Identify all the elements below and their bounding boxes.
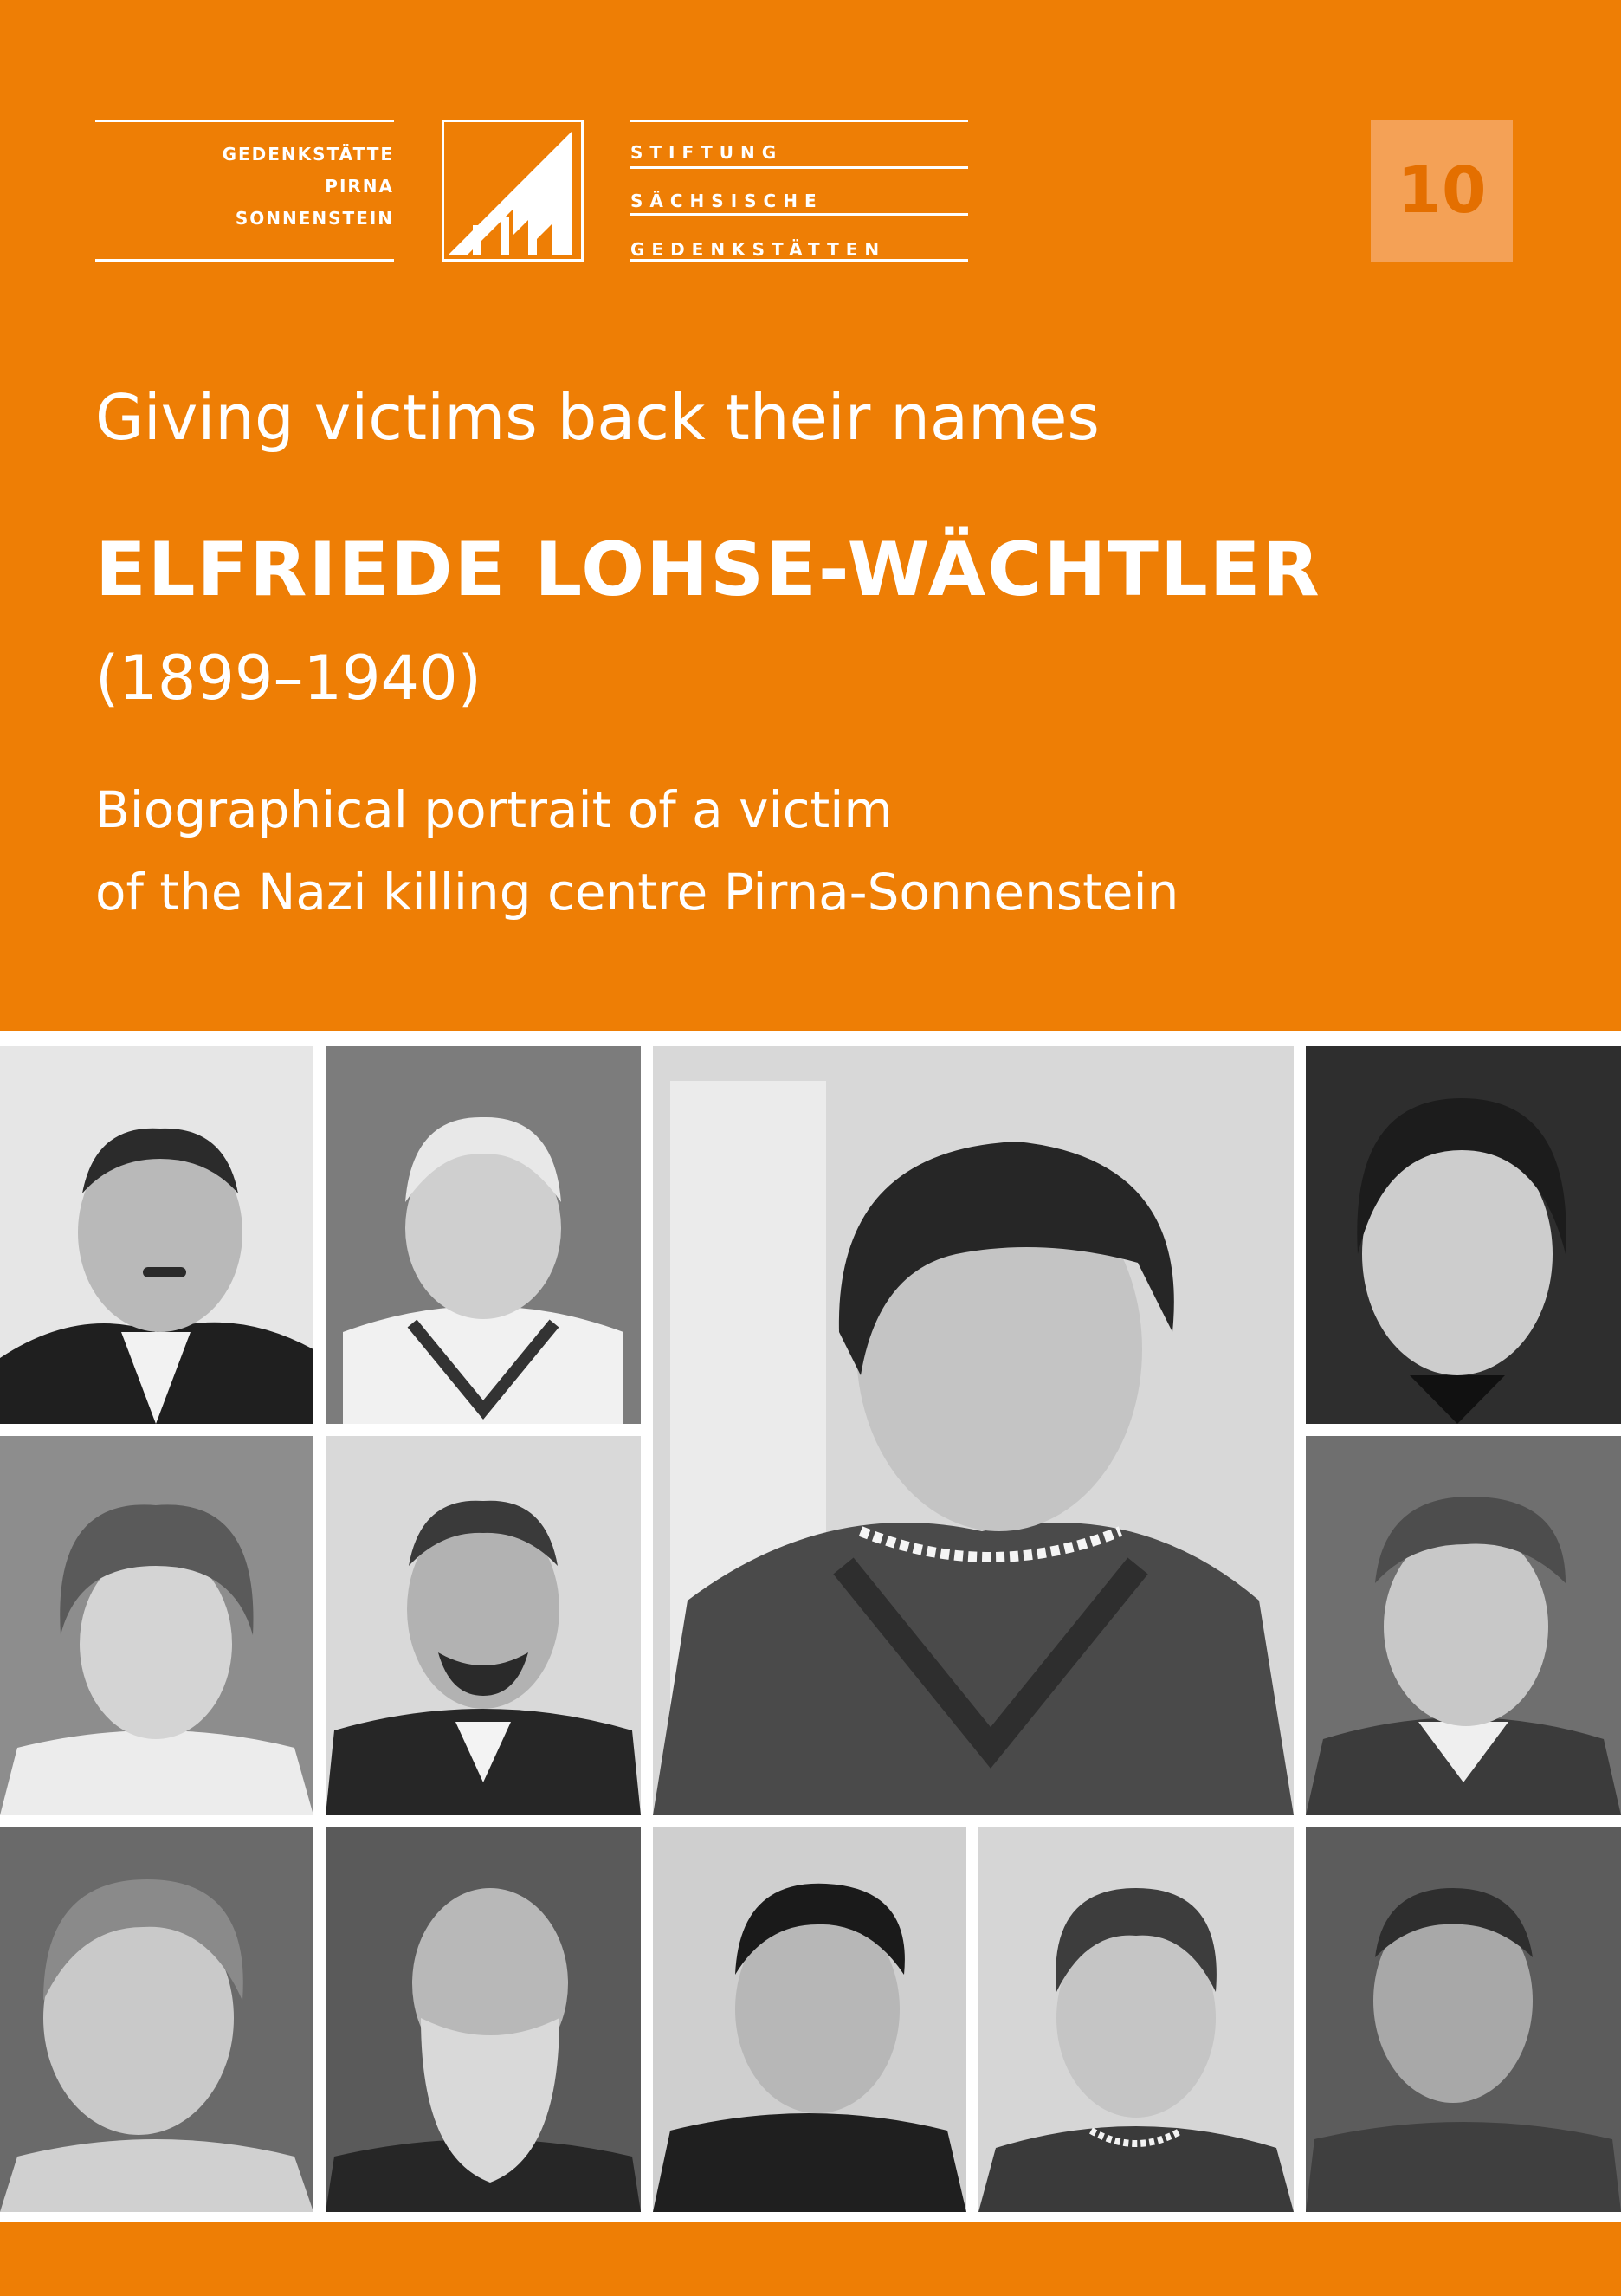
portrait-photo (1306, 1436, 1621, 1815)
logo-line: GEDENKSTÄTTE (222, 144, 394, 165)
logo-rule (630, 120, 968, 122)
portrait-photo (1306, 1046, 1621, 1424)
tagline: Giving victims back their names (95, 381, 1100, 454)
logo-line: SONNENSTEIN (235, 208, 394, 229)
portrait-boy-icon (326, 1046, 641, 1424)
subtitle-line: of the Nazi killing centre Pirna-Sonnenstein (95, 863, 1179, 922)
portrait-soldier-icon (1306, 1827, 1621, 2212)
memorial-logo-text (95, 139, 394, 235)
bottom-band (0, 2222, 1621, 2296)
foundation-logo-icon (442, 120, 584, 262)
portrait-woman-icon (978, 1827, 1294, 2212)
logo-rule (95, 259, 394, 262)
life-years: (1899–1940) (95, 643, 481, 714)
portrait-photo (1306, 1827, 1621, 2212)
portrait-man-icon (326, 1436, 641, 1815)
portrait-woman-icon (1306, 1436, 1621, 1815)
portrait-child-icon (0, 1827, 313, 2212)
portrait-photo (326, 1436, 641, 1815)
series-number-badge: 10 (1371, 120, 1513, 262)
portrait-man-icon (0, 1046, 313, 1424)
logo-line: SÄCHSISCHE (630, 191, 823, 211)
portrait-photo (0, 1046, 313, 1424)
logo-line: STIFTUNG (630, 142, 784, 163)
portrait-photo (653, 1046, 1294, 1815)
logo-rule (95, 120, 394, 122)
subtitle (95, 769, 1179, 934)
portrait-young-man-icon (653, 1827, 966, 2212)
portrait-photo (0, 1436, 313, 1815)
portrait-old-man-icon (326, 1827, 641, 2212)
logo-line: GEDENKSTÄTTEN (630, 239, 887, 260)
portrait-photo (326, 1827, 641, 2212)
portrait-elfriede-icon (653, 1046, 1294, 1815)
portrait-woman-icon (0, 1436, 313, 1815)
portrait-photo (0, 1827, 313, 2212)
portrait-woman-icon (1306, 1046, 1621, 1424)
portrait-photo (653, 1827, 966, 2212)
logo-line: PIRNA (325, 176, 394, 197)
subtitle-line: Biographical portrait of a victim (95, 780, 893, 839)
foundation-logo-text (630, 128, 968, 274)
page-title: ELFRIEDE LOHSE-WÄCHTLER (95, 527, 1321, 613)
portrait-photo (326, 1046, 641, 1424)
portrait-photo (978, 1827, 1294, 2212)
